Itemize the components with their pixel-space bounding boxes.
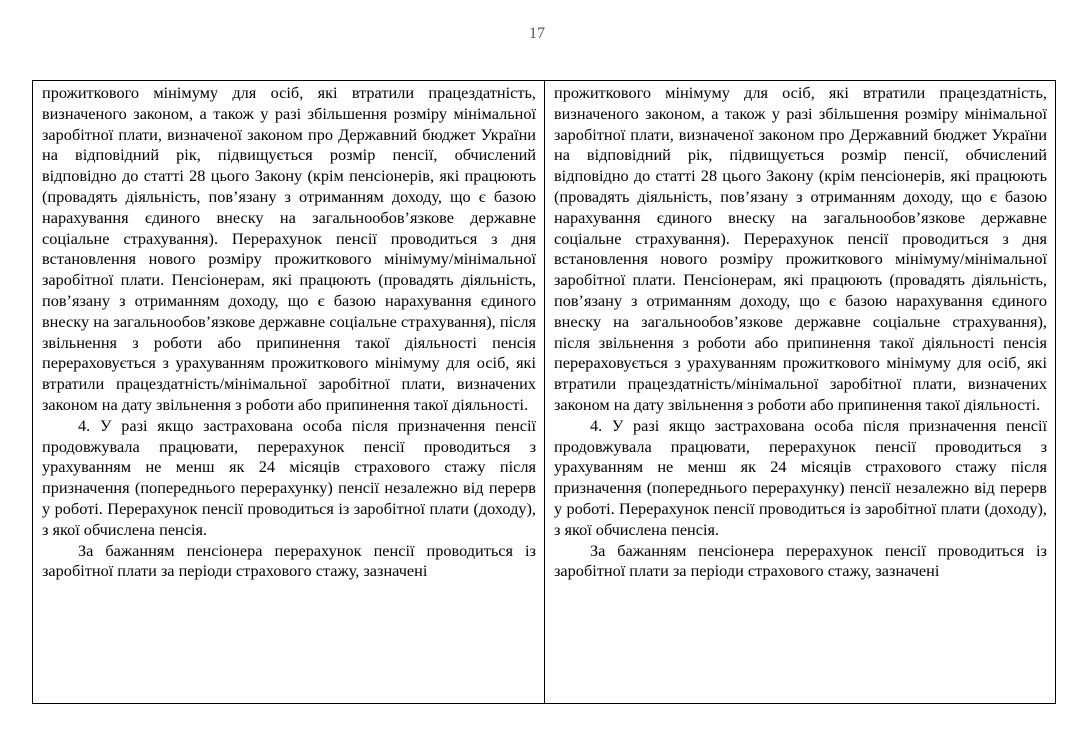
left-paragraph-3: За бажанням пенсіонера перерахунок пенсії проводиться із заробітної плати за періоди страхового стажу, зазначені	[42, 540, 536, 581]
left-paragraph-2: 4. У разі якщо застрахована особа після призначення пенсії продовжувала працювати, перерахунок пенсії проводиться з урахуванням не менш як 24 місяців страхового стажу після призначення (попереднього перерахунку) пенсії незалежно від перерв у роботі. Перерахунок пенсії проводиться із заробітної плати (доходу), з якої обчислена пенсія.	[42, 415, 536, 539]
left-column	[33, 81, 544, 703]
right-column	[544, 81, 1055, 703]
right-paragraph-2: 4. У разі якщо застрахована особа після призначення пенсії продовжувала працювати, перерахунок пенсії проводиться з урахуванням не менш як 24 місяців страхового стажу після призначення (попереднього перерахунку) пенсії незалежно від перерв у роботі. Перерахунок пенсії проводиться із заробітної плати (доходу), з якої обчислена пенсія.	[554, 415, 1047, 539]
left-paragraph-1: прожиткового мінімуму для осіб, які втратили працездатність, визначеного законом, а також у разі збільшення розміру мінімальної заробітної плати, визначеної законом про Державний бюджет України на відповідний рік, підвищується розмір пенсії, обчислений відповідно до статті 28 цього Закону (крім пенсіонерів, які працюють (провадять діяльність, пов’язану з отриманням доходу, що є базою нарахування єдиного внеску на загальнообов’язкове державне соціальне страхування). Перерахунок пенсії проводиться з дня встановлення нового розміру прожиткового мінімуму/мінімальної заробітної плати. Пенсіонерам, які працюють (провадять діяльність, пов’язану з отриманням доходу, що є базою нарахування єдиного внеску на загальнообов’язкове державне соціальне страхування), після звільнення з роботи або припинення такої діяльності пенсія перераховується з урахуванням прожиткового мінімуму для осіб, які втратили працездатність/мінімальної заробітної плати, визначених законом на дату звільнення з роботи або припинення такої діяльності.	[42, 83, 536, 414]
comparison-table	[32, 80, 1056, 704]
page-number: 17	[529, 25, 545, 42]
right-paragraph-1: прожиткового мінімуму для осіб, які втратили працездатність, визначеного законом, а також у разі збільшення розміру мінімальної заробітної плати, визначеної законом про Державний бюджет України на відповідний рік, підвищується розмір пенсії, обчислений відповідно до статті 28 цього Закону (крім пенсіонерів, які працюють (провадять діяльність, пов’язану з отриманням доходу, що є базою нарахування єдиного внеску на загальнообов’язкове державне соціальне страхування). Перерахунок пенсії проводиться з дня встановлення нового розміру прожиткового мінімуму/мінімальної заробітної плати. Пенсіонерам, які працюють (провадять діяльність, пов’язану з отриманням доходу, що є базою нарахування єдиного внеску на загальнообов’язкове державне соціальне страхування), після звільнення з роботи або припинення такої діяльності пенсія перераховується з урахуванням прожиткового мінімуму для осіб, які втратили працездатність/мінімальної заробітної плати, визначених законом на дату звільнення з роботи або припинення такої діяльності.	[554, 83, 1047, 414]
right-paragraph-3: За бажанням пенсіонера перерахунок пенсії проводиться із заробітної плати за періоди страхового стажу, зазначені	[554, 540, 1047, 581]
